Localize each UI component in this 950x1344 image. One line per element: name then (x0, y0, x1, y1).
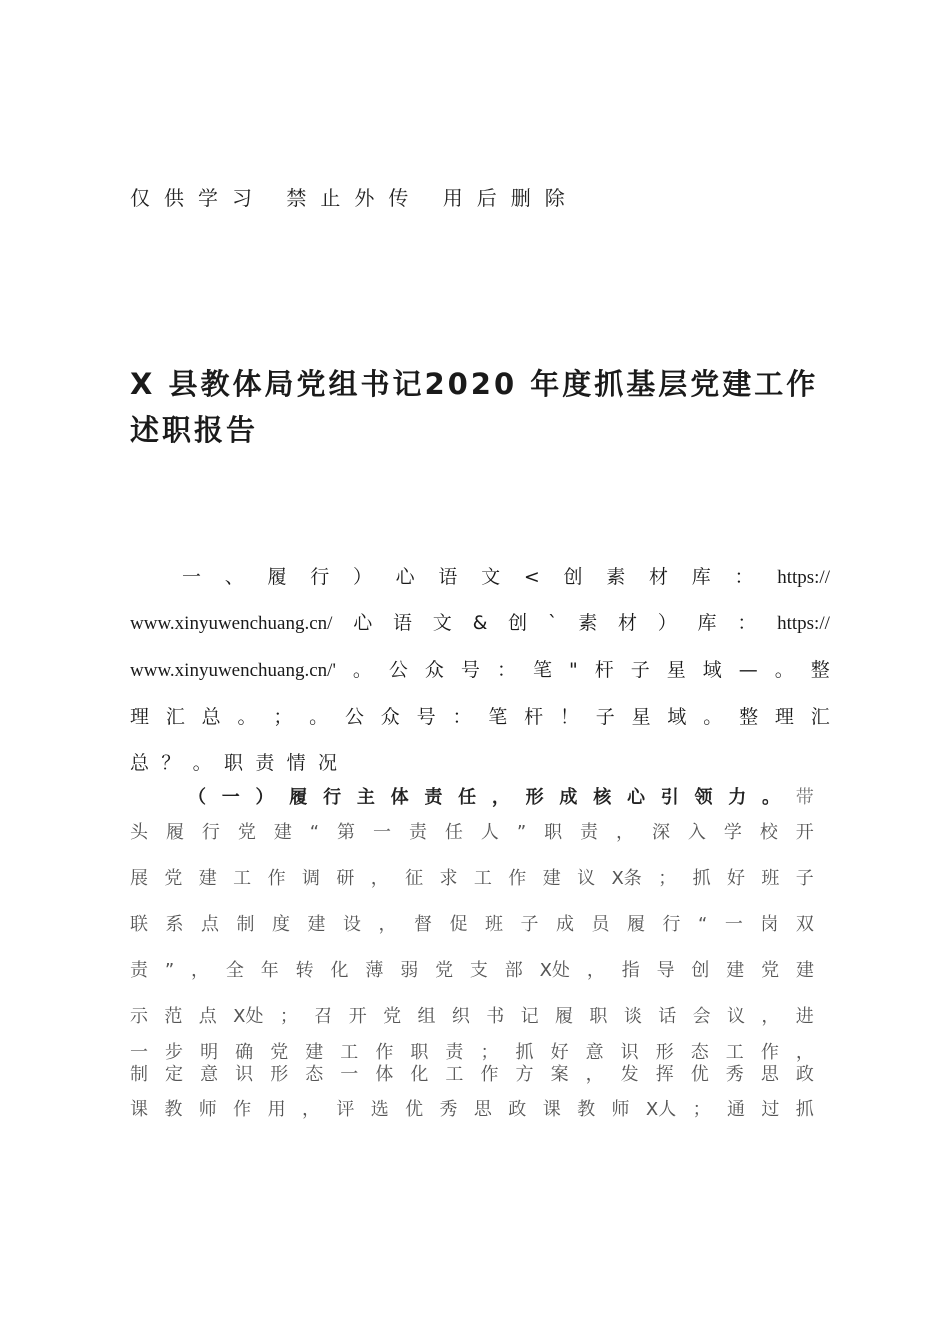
text-glyph: 建 (796, 960, 814, 981)
text-glyph: 公 (344, 706, 364, 728)
text-glyph: 薄 (365, 960, 384, 981)
text-glyph: 课 (542, 1099, 561, 1120)
text-glyph: 抓 (795, 1099, 814, 1120)
text-glyph: 明 (200, 1042, 219, 1063)
text-glyph: 党 (383, 1006, 402, 1027)
text-glyph: 人 (480, 822, 499, 843)
text-glyph: 入 (687, 822, 706, 843)
text-glyph: 号 (416, 706, 436, 728)
text-glyph: 一 (182, 566, 202, 588)
text-glyph: 学 (723, 822, 742, 843)
text-glyph: 评 (336, 1099, 355, 1120)
text-glyph: 工 (725, 1042, 744, 1063)
text-glyph: 素 (578, 612, 598, 634)
text-glyph: 识 (235, 1064, 254, 1085)
text-glyph: 支 (469, 960, 488, 981)
text-glyph: 履 (555, 1006, 574, 1027)
text-glyph: ； (692, 1099, 711, 1120)
text-glyph: 班 (485, 914, 503, 935)
text-glyph: 秀 (439, 1099, 458, 1120)
heading-glyph: 领 (694, 787, 713, 808)
text-glyph: 师 (198, 1099, 217, 1120)
text-glyph: 子 (520, 914, 539, 935)
text-glyph: 履 (165, 822, 184, 843)
text-glyph: 党 (164, 868, 183, 889)
text-glyph: 创 (563, 566, 583, 588)
text-glyph: 总 (201, 706, 221, 728)
text-glyph: 党 (761, 960, 780, 981)
text-glyph: 形 (655, 1042, 674, 1063)
text-glyph: 过 (761, 1099, 780, 1120)
text-glyph: 子 (795, 868, 814, 889)
text-glyph: 材 (617, 612, 637, 634)
text-line (130, 748, 337, 775)
text-glyph: 成 (556, 914, 574, 935)
text-glyph: 一 (373, 822, 391, 843)
text-glyph: 、 (224, 566, 244, 588)
text-glyph: 案 (550, 1064, 569, 1085)
text-glyph: 校 (759, 822, 778, 843)
text-glyph: 深 (651, 822, 670, 843)
text-glyph: 众 (380, 706, 400, 728)
text-glyph: 设 (343, 914, 361, 935)
text-glyph: 会 (692, 1006, 711, 1027)
text-line (130, 1060, 814, 1086)
heading-glyph: 引 (660, 787, 679, 808)
text-glyph: 选 (370, 1099, 389, 1120)
text-glyph: 制 (130, 1064, 148, 1085)
text-glyph: 汇 (165, 706, 185, 728)
text-glyph: 化 (330, 960, 349, 981)
text-glyph: 作 (508, 868, 527, 889)
text-glyph: 一 (724, 914, 743, 935)
text-glyph: 责 (445, 1042, 464, 1063)
text-glyph: 第 (337, 822, 356, 843)
heading-glyph: 履 (289, 787, 308, 808)
heading-glyph: 主 (356, 787, 375, 808)
text-line (130, 1002, 814, 1028)
heading-glyph: 核 (593, 787, 612, 808)
text-line (182, 562, 830, 589)
text-glyph: 研 (336, 868, 355, 889)
text-glyph: ” (164, 960, 175, 981)
text-glyph: ！ (559, 706, 579, 728)
text-glyph: 心 (353, 612, 373, 634)
text-glyph: 理 (774, 706, 794, 728)
text-glyph: 。 (703, 706, 723, 728)
text-glyph: 。 (309, 706, 329, 728)
text-glyph: 责 (408, 822, 427, 843)
text-glyph: 建 (542, 868, 561, 889)
text-glyph: ； (658, 868, 677, 889)
text-glyph: 库 (697, 612, 717, 634)
text-glyph: 工 (233, 868, 252, 889)
text-glyph: X人 (645, 1099, 677, 1120)
text-glyph: 方 (515, 1064, 534, 1085)
text-glyph: 工 (340, 1042, 359, 1063)
text-glyph: ` (547, 612, 558, 634)
heading-glyph: ） (255, 787, 274, 808)
text-glyph: 示 (130, 1006, 148, 1027)
text-glyph: 汇 (810, 706, 830, 728)
text-glyph: 组 (417, 1006, 436, 1027)
text-glyph: 联 (130, 914, 148, 935)
text-glyph: 。 (192, 752, 212, 774)
text-glyph: 转 (295, 960, 314, 981)
heading-glyph: 成 (559, 787, 578, 808)
text-glyph: 好 (726, 868, 745, 889)
text-glyph: " (568, 659, 578, 681)
text-line (130, 864, 814, 890)
text-glyph: ： (737, 612, 757, 634)
text-glyph: 化 (410, 1064, 429, 1085)
text-glyph: 履 (627, 914, 645, 935)
heading-glyph: ， (491, 787, 510, 808)
text-glyph: 心 (395, 566, 415, 588)
text-glyph: 优 (405, 1099, 424, 1120)
text-glyph: ； (279, 1006, 298, 1027)
text-glyph: 识 (620, 1042, 639, 1063)
text-glyph: 教 (577, 1099, 596, 1120)
text-glyph: www.xinyuwenchuang.cn/ (130, 613, 333, 634)
text-glyph: 党 (270, 1042, 289, 1063)
text-glyph: ， (301, 1099, 320, 1120)
text-glyph: 责 (255, 752, 275, 774)
text-glyph: ： (452, 706, 472, 728)
text-glyph: 建 (198, 868, 217, 889)
text-glyph: 作 (375, 1042, 394, 1063)
text-glyph: 行 (662, 914, 681, 935)
body-glyph: 带 (795, 787, 814, 808)
text-glyph: 域 (667, 706, 687, 728)
text-glyph: 职 (223, 752, 243, 774)
text-glyph: 创 (691, 960, 710, 981)
text-glyph: 整 (739, 706, 759, 728)
text-line (130, 702, 830, 729)
text-glyph: 作 (480, 1064, 499, 1085)
text-glyph: 双 (795, 914, 814, 935)
text-glyph: 确 (235, 1042, 254, 1063)
text-glyph: 织 (451, 1006, 470, 1027)
text-glyph: 整 (810, 659, 830, 681)
text-glyph: 议 (577, 868, 596, 889)
text-glyph: 范 (164, 1006, 183, 1027)
text-glyph: 师 (611, 1099, 630, 1120)
text-glyph: 年 (260, 960, 279, 981)
text-glyph: 一 (340, 1064, 359, 1085)
text-glyph: 语 (438, 566, 458, 588)
text-glyph: ， (191, 960, 210, 981)
text-glyph: 众 (424, 659, 444, 681)
text-glyph: 材 (648, 566, 668, 588)
text-line (130, 655, 830, 682)
text-glyph: ； (480, 1042, 499, 1063)
text-glyph: 履 (267, 566, 287, 588)
text-glyph: 通 (726, 1099, 745, 1120)
text-glyph: ） (352, 566, 372, 588)
text-glyph: 库 (691, 566, 711, 588)
text-line (130, 818, 814, 844)
text-glyph: 工 (445, 1064, 464, 1085)
text-glyph: 笔 (488, 706, 508, 728)
text-line (130, 910, 814, 936)
text-glyph: 定 (165, 1064, 184, 1085)
text-glyph: 制 (236, 914, 255, 935)
text-glyph: 步 (165, 1042, 184, 1063)
text-glyph: ， (586, 960, 605, 981)
text-glyph: 挥 (655, 1064, 674, 1085)
text-glyph: 任 (444, 822, 463, 843)
text-glyph: — (738, 659, 758, 681)
text-glyph: 全 (225, 960, 244, 981)
text-glyph: 课 (130, 1099, 148, 1120)
text-glyph: 员 (591, 914, 610, 935)
text-glyph: 态 (690, 1042, 709, 1063)
heading-glyph: 行 (323, 787, 342, 808)
text-glyph: 发 (620, 1064, 639, 1085)
text-glyph: ， (585, 1064, 604, 1085)
text-glyph: 督 (414, 914, 432, 935)
text-glyph: 创 (508, 612, 528, 634)
text-glyph: 职 (589, 1006, 608, 1027)
text-glyph: 作 (233, 1099, 252, 1120)
text-glyph: ： (496, 659, 516, 681)
text-glyph: 调 (301, 868, 320, 889)
text-glyph: 文 (432, 612, 452, 634)
text-glyph: 意 (585, 1042, 604, 1063)
text-glyph: ” (516, 822, 527, 843)
text-glyph: 号 (460, 659, 480, 681)
text-glyph: https:// (777, 567, 830, 588)
heading-glyph: （ (188, 787, 206, 808)
text-glyph: 星 (631, 706, 651, 728)
text-glyph: 建 (305, 1042, 324, 1063)
text-glyph: 话 (658, 1006, 677, 1027)
text-glyph: 记 (520, 1006, 539, 1027)
text-glyph: 域 (702, 659, 722, 681)
text-line (130, 956, 814, 982)
text-glyph: 建 (307, 914, 326, 935)
text-glyph: 建 (273, 822, 292, 843)
text-line (130, 608, 830, 635)
text-glyph: 促 (449, 914, 468, 935)
text-glyph: “ (698, 914, 708, 935)
text-glyph: ： (734, 566, 754, 588)
text-glyph: 度 (272, 914, 290, 935)
text-glyph: 部 (504, 960, 523, 981)
text-glyph: 议 (726, 1006, 745, 1027)
text-glyph: 党 (435, 960, 454, 981)
text-glyph: ， (378, 914, 397, 935)
heading-glyph: 心 (626, 787, 645, 808)
text-glyph: 职 (544, 822, 563, 843)
text-glyph: 工 (473, 868, 492, 889)
text-glyph: 职 (410, 1042, 429, 1063)
text-glyph: 理 (130, 706, 150, 728)
text-glyph: 作 (267, 868, 286, 889)
text-glyph: 教 (164, 1099, 183, 1120)
text-glyph: 作 (760, 1042, 779, 1063)
text-glyph: ， (616, 822, 634, 843)
text-glyph: www.xinyuwenchuang.cn/' (130, 660, 336, 681)
text-glyph: 责 (580, 822, 599, 843)
text-glyph: 抓 (515, 1042, 534, 1063)
text-glyph: 文 (481, 566, 501, 588)
text-glyph: 责 (130, 960, 148, 981)
text-glyph: 指 (621, 960, 640, 981)
text-glyph: ， (795, 1042, 814, 1063)
text-glyph: 展 (130, 868, 148, 889)
text-glyph: 体 (375, 1064, 394, 1085)
heading-glyph: 形 (525, 787, 544, 808)
text-glyph: 总 (130, 752, 150, 774)
text-glyph: & (472, 612, 488, 634)
text-glyph: 子 (630, 659, 650, 681)
text-glyph: 优 (690, 1064, 709, 1085)
text-glyph: 求 (439, 868, 458, 889)
heading-glyph: 责 (424, 787, 443, 808)
text-glyph: 建 (726, 960, 745, 981)
heading-glyph: 。 (762, 787, 781, 808)
text-glyph: 班 (761, 868, 780, 889)
text-glyph: 素 (606, 566, 626, 588)
text-glyph: 政 (508, 1099, 527, 1120)
text-glyph: 思 (760, 1064, 779, 1085)
text-glyph: 导 (656, 960, 675, 981)
text-glyph: 思 (473, 1099, 492, 1120)
text-glyph: 政 (795, 1064, 814, 1085)
text-glyph: 情 (286, 752, 306, 774)
text-glyph: 行 (201, 822, 220, 843)
text-glyph: 抓 (692, 868, 711, 889)
text-glyph: 开 (348, 1006, 367, 1027)
document-title-line-1: X 县教体局党组书记2020 年度抓基层党建工作 (130, 367, 819, 401)
text-glyph: ， (761, 1006, 780, 1027)
text-glyph: 点 (198, 1006, 217, 1027)
text-glyph: 杆 (594, 659, 614, 681)
text-glyph: ？ (161, 752, 181, 774)
notice-text: 仅供学习 禁止外传 用后删除 (130, 186, 579, 210)
text-glyph: 召 (314, 1006, 333, 1027)
text-glyph: 进 (795, 1006, 814, 1027)
text-glyph: 点 (201, 914, 219, 935)
text-glyph: X处 (233, 1006, 264, 1027)
text-glyph: 态 (305, 1064, 324, 1085)
text-glyph: 语 (393, 612, 413, 634)
text-glyph: https:// (777, 613, 830, 634)
heading-glyph: 力 (728, 787, 747, 808)
text-glyph: 岗 (760, 914, 779, 935)
text-glyph: 一 (130, 1042, 148, 1063)
text-glyph: 好 (550, 1042, 569, 1063)
text-glyph: 形 (270, 1064, 289, 1085)
text-glyph: X处 (539, 960, 570, 981)
text-glyph: 笔 (532, 659, 552, 681)
heading-glyph: 体 (390, 787, 409, 808)
text-glyph: 头 (130, 822, 148, 843)
text-glyph: 秀 (725, 1064, 744, 1085)
text-glyph: 况 (317, 752, 337, 774)
text-glyph: ； (273, 706, 293, 728)
text-glyph: 杆 (524, 706, 544, 728)
text-glyph: < (523, 566, 540, 588)
text-glyph: ， (370, 868, 389, 889)
text-glyph: 。 (237, 706, 257, 728)
text-glyph: 谈 (623, 1006, 642, 1027)
document-title-line-2: 述职报告 (130, 413, 259, 447)
text-glyph: 征 (405, 868, 424, 889)
text-line (130, 1095, 814, 1121)
text-glyph: 开 (795, 822, 814, 843)
subsection-line (188, 783, 814, 809)
heading-glyph: 任 (458, 787, 477, 808)
text-glyph: 意 (200, 1064, 219, 1085)
text-glyph: 星 (666, 659, 686, 681)
heading-glyph: 一 (221, 787, 240, 808)
text-glyph: 书 (486, 1006, 505, 1027)
text-glyph: 。 (774, 659, 794, 681)
text-glyph: 。 (352, 659, 372, 681)
text-glyph: 行 (310, 566, 330, 588)
text-glyph: 党 (237, 822, 256, 843)
text-glyph: 弱 (400, 960, 419, 981)
text-glyph: 公 (388, 659, 408, 681)
text-glyph: X条 (611, 868, 642, 889)
text-glyph: 用 (267, 1099, 286, 1120)
text-glyph: 系 (165, 914, 184, 935)
text-glyph: “ (309, 822, 320, 843)
text-glyph: 子 (595, 706, 615, 728)
text-glyph: ） (657, 612, 677, 634)
